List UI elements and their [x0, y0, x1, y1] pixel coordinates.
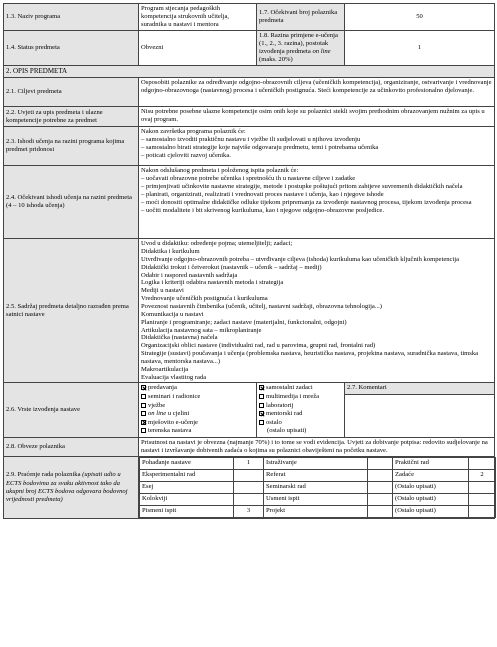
- course-description-page: [3, 3, 494, 519]
- teaching-option[interactable]: samostalni zadaci: [259, 384, 342, 393]
- teaching-option[interactable]: mješovito e-učenje: [141, 419, 254, 428]
- ects-activity: Seminarski rad: [264, 482, 368, 494]
- teaching-option[interactable]: multimedija i mreža: [259, 393, 342, 402]
- participant-duties-value: Prisutnost na nastavi je obvezna (najmanje 70%) i to tome se vodi evidencija. Uvjeti za dobivanje potpisa: redovito sudjelovanje na nastavi i izvršavanje dobivenih zadaća o kojima su polaznici obaviješteni na početku nastave.: [139, 437, 495, 456]
- ects-value: [469, 458, 496, 470]
- outcome-line: – uočavati obrazovne potrebe učenika i spretnošću ih u nastavne ciljeve i zadatke: [141, 175, 356, 183]
- content-line: Uvod u didaktiku: određenje pojma; utemeljitelji; zadaci;: [141, 240, 293, 248]
- ects-row: [140, 482, 496, 494]
- teaching-option[interactable]: ostalo: [259, 419, 342, 428]
- ects-activity: Kolokviji: [140, 494, 234, 506]
- expected-participants-value: 50: [345, 4, 495, 31]
- teaching-types-label: 2.6. Vrste izvođenja nastave: [4, 383, 139, 438]
- row-program-name: [4, 4, 495, 31]
- ects-value: [368, 482, 393, 494]
- row-course-outcomes: [4, 166, 495, 239]
- row-program-outcomes: [4, 127, 495, 166]
- ects-activity: Eksperimentalni rad: [140, 470, 234, 482]
- program-outcomes-label: 2.3. Ishodi učenja na razini programa kojima predmet pridonosi: [4, 127, 139, 166]
- ects-activity: Pohađanje nastave: [140, 458, 234, 470]
- outcome-line: Nakon završetka programa polaznik će:: [141, 128, 246, 136]
- outcome-line: – uočiti modalitete i bit skrivenog kurikuluma, kao i njegove odgojno-obrazovne posljedice.: [141, 207, 384, 215]
- content-line: Didaktika i kurikulum: [141, 248, 200, 256]
- row-participant-duties: [4, 437, 495, 456]
- checkbox-icon[interactable]: [259, 394, 264, 399]
- content-line: Utvrđivanje odgojno-obrazovnih potreba – utvrđivanje ciljeva (ishoda) kurikuluma kao učeničkih ključnih kompetencija: [141, 255, 460, 263]
- elearning-level-value: 1: [345, 31, 495, 66]
- row-course-goals: [4, 78, 495, 107]
- course-outcomes-label: 2.4. Očekivani ishodi učenja na razini predmeta (4 – 10 ishoda učenja): [4, 166, 139, 239]
- ects-activity: (Ostalo upisati): [393, 494, 469, 506]
- teaching-option[interactable]: vježbe: [141, 402, 254, 411]
- ects-value: [469, 506, 496, 518]
- checkbox-icon[interactable]: [141, 385, 146, 390]
- content-line: Mediji u nastavi: [141, 287, 184, 295]
- checkbox-icon[interactable]: [141, 394, 146, 399]
- course-status-value: Obvezni: [139, 31, 257, 66]
- ects-row: [140, 458, 496, 470]
- ects-value: 2: [469, 470, 496, 482]
- teaching-option[interactable]: seminari i radionice: [141, 393, 254, 402]
- course-outcomes-value: [139, 166, 495, 239]
- checkbox-icon[interactable]: [141, 403, 146, 408]
- comments-cell: [345, 383, 495, 438]
- section-heading: 2. OPIS PREDMETA: [4, 66, 495, 78]
- monitoring-label: 2.9. Praćenje rada polaznika (upisati udio u ECTS bodovima za svaku aktivnost tako da ukupni broj ECTS bodova odgovara bodovnoj vrijednosti predmeta): [4, 457, 139, 519]
- course-content-label: 2.5. Sadržaj predmeta detaljno razrađen prema satnici nastave: [4, 239, 139, 383]
- ects-activity: Praktični rad: [393, 458, 469, 470]
- ects-activity: Usmeni ispit: [264, 494, 368, 506]
- ects-activity: Esej: [140, 482, 234, 494]
- ects-value: [234, 470, 264, 482]
- course-table: [3, 3, 495, 519]
- other-specify-note: (ostalo upisati): [267, 427, 307, 435]
- monitoring-grid-cell: [139, 457, 495, 519]
- teaching-option[interactable]: predavanja: [141, 384, 254, 393]
- row-section-heading: [4, 66, 495, 78]
- content-line: Odabir i raspored nastavnih sadržaja: [141, 271, 238, 279]
- ects-activity: (Ostalo upisati): [393, 506, 469, 518]
- content-line: Planiranje i programiranje; zadaci nastave (materijalni, funkcionalni, odgojni): [141, 318, 347, 326]
- content-line: Strategije (sustavi) poučavanja i učenja (problemska nastava, heuristička nastava, projektna nastava, suradnička nastava, timska nastava, mentorska nastava...): [141, 350, 479, 365]
- course-goals-value: Osposobiti polaznike za određivanje odgojno-obrazovnih ciljeva (učeničkih kompetencija), organiziranje, ostvarivanje i vrednovanje odgojno-obrazovnoga (nastavnog) procesa i učeničkih postignuća. Steći kompetencije za učinkovito profesionalno djelovanje.: [139, 78, 495, 107]
- checkbox-icon[interactable]: [141, 428, 146, 433]
- teaching-option[interactable]: terenska nastava: [141, 427, 254, 436]
- ects-row: [140, 494, 496, 506]
- course-goals-label: 2.1. Ciljevi predmeta: [4, 78, 139, 107]
- checkbox-icon[interactable]: [141, 420, 146, 425]
- content-line: Makroartikulacija: [141, 365, 189, 373]
- entry-requirements-label: 2.2. Uvjeti za upis predmeta i ulazne kompetencije potrebne za predmet: [4, 107, 139, 127]
- outcome-line: Nakon odslušanog predmeta i položenog ispita polaznik će:: [141, 167, 299, 175]
- content-line: Komunikacija u nastavi: [141, 310, 204, 318]
- row-course-content: [4, 239, 495, 383]
- content-line: Poveznost nastavnih čimbenika (učenik, učitelj, nastavni sadržaji, obrazovna tehnologija...): [141, 302, 382, 310]
- checkbox-icon[interactable]: [259, 420, 264, 425]
- ects-row: [140, 470, 496, 482]
- content-line: Evaluacija vlastitog rada: [141, 373, 207, 381]
- row-teaching-types: [4, 383, 495, 438]
- program-name-label: 1.3. Naziv programa: [4, 4, 139, 31]
- participant-duties-label: 2.8. Obveze polaznika: [4, 437, 139, 456]
- ects-value: [368, 494, 393, 506]
- outcome-line: – samostalno izvoditi praktičnu nastavu i vježbe ili sudjelovati u njihovu izvođenju: [141, 136, 361, 144]
- expected-participants-label: 1.7. Očekivani broj polaznika predmeta: [257, 4, 345, 31]
- outcome-line: – moći donositi optimalne didaktičke odluke tijekom pripremanja za izvođenje nastavnog procesa, tijekom izvođenja procesa: [141, 199, 472, 207]
- elearning-level-text: 1.8. Razina primjene e-učenja (1., 2., 3. razina), postotak izvođenja predmeta on line (maks. 20%): [259, 32, 338, 64]
- ects-grid: [139, 457, 496, 518]
- teaching-types-col1: [139, 383, 257, 438]
- outcome-line: – primjenjivati učinkovite nastavne strategije, metode i postupke poštujući pritom zahtjeve suvremenih didaktičkih načela: [141, 183, 463, 191]
- ects-value: 3: [234, 506, 264, 518]
- ects-activity: Pismeni ispit: [140, 506, 234, 518]
- teaching-types-col2: [257, 383, 345, 438]
- ects-activity: Zadaće: [393, 470, 469, 482]
- teaching-option[interactable]: mentorski rad: [259, 410, 342, 419]
- teaching-option[interactable]: laboratorij: [259, 402, 342, 411]
- outcome-line: – planirati, organizirati, realizirati i vrednovati proces nastave i učenja, kao i njegove ishode: [141, 191, 384, 199]
- ects-row: [140, 506, 496, 518]
- teaching-option[interactable]: on line u cjelini: [141, 410, 254, 419]
- content-line: Organizacijski oblici nastave (individualni rad, rad u parovima, grupni rad, frontalni rad): [141, 342, 376, 350]
- outcome-line: – poticati cjeloviti razvoj učenika.: [141, 152, 231, 160]
- content-line: Didaktički trokut i četverokut (nastavnik – učenik – sadržaj – medij): [141, 263, 322, 271]
- ects-value: [368, 470, 393, 482]
- checkbox-icon[interactable]: [259, 403, 264, 408]
- row-entry-requirements: [4, 107, 495, 127]
- comments-label: 2.7. Komentari: [345, 383, 494, 395]
- content-line: Vrednovanje učeničkih postignuća i kurikuluma: [141, 295, 268, 303]
- entry-requirements-value: Nisu potrebne posebne ulazne kompetencije osim onih koje su polaznici stekli svojim prethodnim obrazovanjem nužnim za upis u ovaj program.: [139, 107, 495, 127]
- row-course-status: [4, 31, 495, 66]
- ects-value: [469, 494, 496, 506]
- ects-activity: Referat: [264, 470, 368, 482]
- course-status-label: 1.4. Status predmeta: [4, 31, 139, 66]
- content-line: Artikulacija nastavnog sata – mikroplaniranje: [141, 326, 262, 334]
- course-content-value: [139, 239, 495, 383]
- ects-activity: (Ostalo upisati): [393, 482, 469, 494]
- ects-value: [234, 494, 264, 506]
- checkbox-icon[interactable]: [259, 385, 264, 390]
- row-monitoring: [4, 457, 495, 519]
- program-outcomes-value: [139, 127, 495, 166]
- ects-value: 1: [234, 458, 264, 470]
- outcome-line: – samostalno birati strategije koje najviše odgovaraju predmetu, temi i potrebama učenika: [141, 144, 379, 152]
- content-line: Didaktička (nastavna) načela: [141, 334, 218, 342]
- content-line: Logika i kriteriji odabira nastavnih metoda i strategija: [141, 279, 284, 287]
- ects-value: [368, 506, 393, 518]
- program-name-value: Program stjecanja pedagoških kompetencija strukovnih učitelja, suradnika u nastavi i mentora: [139, 4, 257, 31]
- checkbox-icon[interactable]: [141, 411, 146, 416]
- elearning-level-label: [257, 31, 345, 66]
- checkbox-icon[interactable]: [259, 411, 264, 416]
- ects-value: [368, 458, 393, 470]
- ects-value: [469, 482, 496, 494]
- ects-value: [234, 482, 264, 494]
- ects-activity: Istraživanje: [264, 458, 368, 470]
- ects-activity: Projekt: [264, 506, 368, 518]
